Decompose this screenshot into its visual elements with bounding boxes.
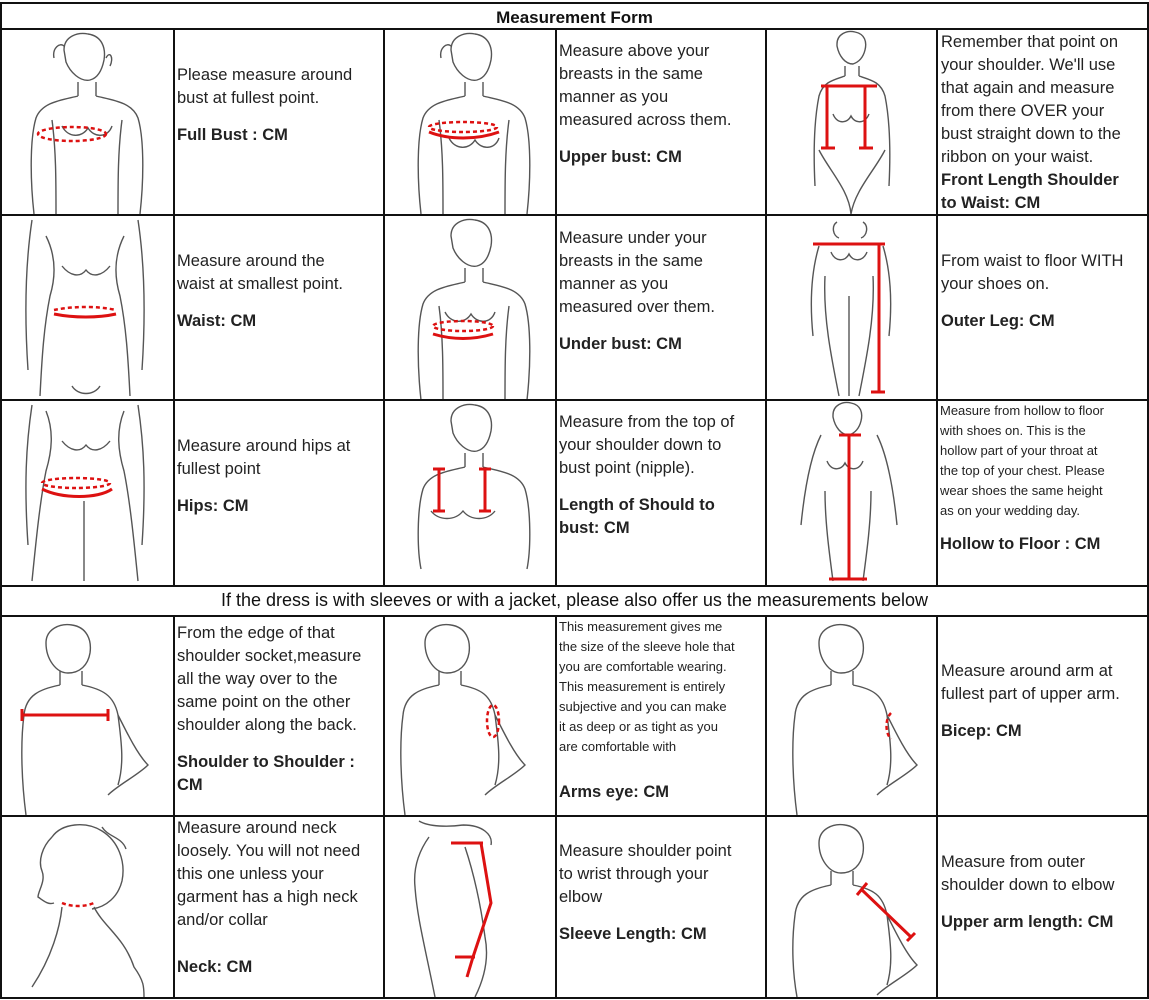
neck-label: Neck: CM [177,958,253,976]
hips-figure [2,401,173,585]
waist-figure [2,216,173,399]
under-bust-label: Under bust: CM [559,335,682,353]
neck-text [177,817,382,979]
outer-leg-text [941,250,1146,333]
shoulder-to-shoulder-label: Shoulder to Shoulder : CM [177,753,355,794]
full-bust-figure [2,30,173,214]
outer-leg-instruction: From waist to floor WITH your shoes on. [941,252,1124,293]
shoulder-to-bust-text [559,411,764,540]
under-bust-instruction: Measure under your breasts in the same manner as you measured over them. [559,229,715,316]
neck-figure [2,817,173,997]
upper-arm-length-text [941,851,1146,934]
bicep-text [941,660,1146,743]
sleeve-length-figure [385,817,555,997]
upper-bust-label: Upper bust: CM [559,148,682,166]
shoulder-to-bust-instruction: Measure from the top of your shoulder down to bust point (nipple). [559,413,735,477]
col-divider [173,28,175,586]
upper-arm-length-label: Upper arm length: CM [941,913,1114,931]
hollow-to-floor-text [940,401,1146,556]
col-divider [555,28,557,586]
hips-text [177,435,377,518]
col-divider [555,615,557,998]
upper-arm-length-figure [767,817,936,997]
outer-leg-label: Outer Leg: CM [941,312,1055,330]
bicep-label: Bicep: CM [941,722,1022,740]
arms-eye-instruction: This measurement gives me the size of the sleeve hole that you are comfortable wearing. This measurement is entirely subjective and you can make it as deep or as tight as you are comfortable with [559,619,735,754]
sleeve-banner: If the dress is with sleeves or with a jacket, please also offer us the measurements below [220,590,928,610]
hips-instruction: Measure around hips at fullest point [177,437,351,478]
col-divider [936,615,938,998]
upper-bust-figure [385,30,555,214]
front-length-label: Front Length Shoulder to Waist: CM [941,171,1119,212]
form-title: Measurement Form [496,8,653,27]
under-bust-figure [385,216,555,399]
arms-eye-label: Arms eye: CM [559,783,670,801]
col-divider [173,615,175,998]
upper-bust-text [559,40,764,169]
upper-bust-instruction: Measure above your breasts in the same manner as you measured across them. [559,42,732,129]
border-top [0,2,1149,4]
full-bust-instruction: Please measure around bust at fullest point. [177,66,353,107]
arms-eye-text [559,617,764,804]
shoulder-to-shoulder-figure [2,617,173,815]
outer-leg-figure [767,216,936,399]
sleeve-length-text [559,840,764,946]
bicep-instruction: Measure around arm at fullest part of upper arm. [941,662,1120,703]
col-divider [936,28,938,586]
hollow-to-floor-label: Hollow to Floor : CM [940,535,1101,553]
waist-label: Waist: CM [177,312,257,330]
waist-text [177,250,377,333]
full-bust-text [177,64,377,147]
neck-instruction: Measure around neck loosely. You will not need this one unless your garment has a high neck and/or collar [177,819,361,929]
shoulder-to-shoulder-instruction: From the edge of that shoulder socket,measure all the way over to the same point on the other shoulder along the back. [177,624,362,734]
hollow-to-floor-figure [767,401,936,585]
bicep-figure [767,617,936,815]
upper-arm-length-instruction: Measure from outer shoulder down to elbow [941,853,1115,894]
shoulder-to-bust-figure [385,401,555,585]
waist-instruction: Measure around the waist at smallest point. [177,252,343,293]
sleeve-length-label: Sleeve Length: CM [559,925,707,943]
hips-label: Hips: CM [177,497,249,515]
hollow-to-floor-instruction: Measure from hollow to floor with shoes on. This is the hollow part of your throat at the top of your chest. Please wear shoes the same height as on your wedding day. [940,403,1105,518]
front-length-instruction: Remember that point on your shoulder. We'll use that again and measure from there OVER your bust straight down to the ribbon on your waist. [941,33,1121,166]
sleeve-length-instruction: Measure shoulder point to wrist through your elbow [559,842,732,906]
arms-eye-figure [385,617,555,815]
full-bust-label: Full Bust : CM [177,126,288,144]
front-length-figure [767,30,936,214]
shoulder-to-shoulder-text [177,622,382,797]
front-length-text [941,31,1146,215]
shoulder-to-bust-label: Length of Should to bust: CM [559,496,715,537]
under-bust-text [559,227,764,356]
